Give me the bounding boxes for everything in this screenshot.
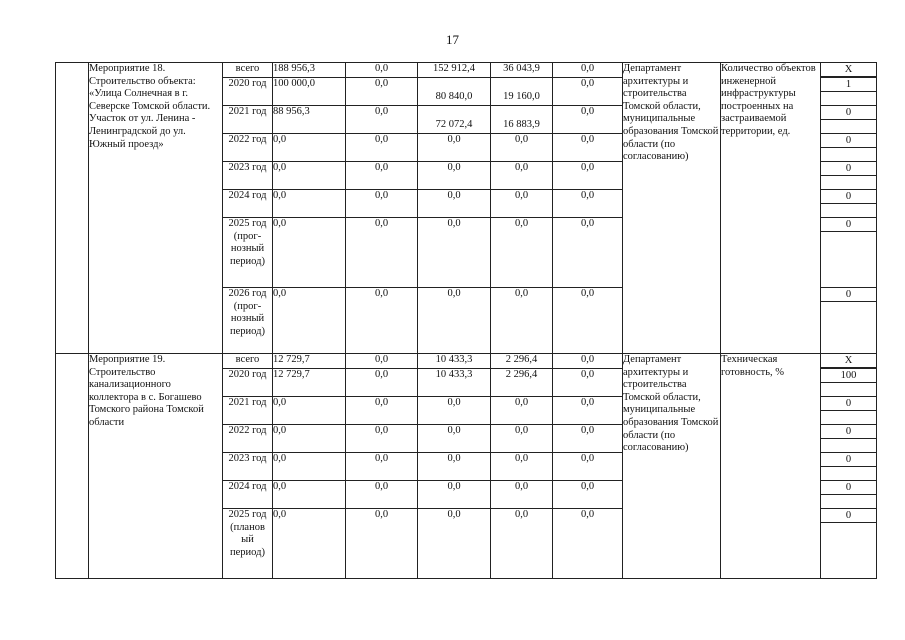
amount-cell-c2: 0,0: [346, 397, 418, 425]
amount-cell-c4: 0,0: [491, 288, 553, 354]
indicator-value: 0: [821, 162, 876, 176]
amount-cell-c4: 0,0: [491, 397, 553, 425]
amount-cell-c4: 0,0: [491, 453, 553, 481]
amount-cell-c4: 0,0: [491, 134, 553, 162]
amount-cell-c2: 0,0: [346, 78, 418, 106]
amount-cell-c5: 0,0: [553, 78, 623, 106]
amount-cell-c3: 0,0: [418, 425, 491, 453]
amount-cell-c2: 0,0: [346, 354, 418, 369]
amount-cell-c5: 0,0: [553, 481, 623, 509]
amount-cell-c2: 0,0: [346, 162, 418, 190]
amount-cell-c3: 0,0: [418, 134, 491, 162]
amount-cell-c5: 0,0: [553, 354, 623, 369]
responsible-department: Департамент архитектуры и строительства Томской области, муниципальные образования Томской области (по согласованию): [623, 63, 721, 354]
amount-cell-c5: 0,0: [553, 288, 623, 354]
amount-cell-c2: 0,0: [346, 63, 418, 78]
amount-cell-c3: 0,0: [418, 453, 491, 481]
indicator-value: 0: [821, 425, 876, 439]
indicator-value-cell: [821, 190, 877, 218]
year-cell: 2024 год: [223, 190, 273, 218]
amount-cell-c2: 0,0: [346, 453, 418, 481]
indicator-value-cell: [821, 106, 877, 134]
amount-cell-c4: 16 883,9: [491, 106, 553, 134]
indicator-value: 0: [821, 218, 876, 232]
indicator-value: 1: [821, 78, 876, 92]
amount-cell-c1: 188 956,3: [273, 63, 346, 78]
amount-cell-c3: 72 072,4: [418, 106, 491, 134]
indicator-value-cell: [821, 218, 877, 288]
indicator-value: 0: [821, 509, 876, 523]
amount-cell-c1: 0,0: [273, 509, 346, 579]
indicator-value-cell: [821, 369, 877, 397]
year-cell: 2025 год (планов ый период): [223, 509, 273, 579]
indicator-value: 0: [821, 134, 876, 148]
row-number-cell: [56, 63, 89, 354]
indicator-value-cell: [821, 425, 877, 453]
amount-cell-c5: 0,0: [553, 397, 623, 425]
amount-cell-c2: 0,0: [346, 190, 418, 218]
table-row: [56, 354, 877, 369]
amount-cell-c3: 0,0: [418, 288, 491, 354]
indicator-value-cell: [821, 63, 877, 78]
indicator-value: X: [821, 63, 876, 77]
amount-cell-c2: 0,0: [346, 288, 418, 354]
year-cell: 2020 год: [223, 78, 273, 106]
year-cell: 2026 год (прог-нозный период): [223, 288, 273, 354]
indicator-value: 0: [821, 481, 876, 495]
amount-cell-c4: 0,0: [491, 425, 553, 453]
amount-cell-c4: 19 160,0: [491, 78, 553, 106]
amount-cell-c5: 0,0: [553, 134, 623, 162]
indicator-value: 100: [821, 369, 876, 383]
row-number-cell: [56, 354, 89, 579]
amount-cell-c3: 80 840,0: [418, 78, 491, 106]
amount-cell-c5: 0,0: [553, 63, 623, 78]
amount-cell-c2: 0,0: [346, 481, 418, 509]
amount-cell-c3: 0,0: [418, 481, 491, 509]
amount-cell-c5: 0,0: [553, 162, 623, 190]
indicator-value: 0: [821, 453, 876, 467]
amount-cell-c1: 12 729,7: [273, 369, 346, 397]
amount-cell-c4: 0,0: [491, 218, 553, 288]
amount-cell-c5: 0,0: [553, 106, 623, 134]
amount-cell-c1: 0,0: [273, 190, 346, 218]
indicator-value-cell: [821, 453, 877, 481]
indicator-value-cell: [821, 162, 877, 190]
indicator-value-cell: [821, 78, 877, 106]
amount-cell-c3: 152 912,4: [418, 63, 491, 78]
amount-cell-c1: 100 000,0: [273, 78, 346, 106]
indicator-value-cell: [821, 134, 877, 162]
amount-cell-c3: 0,0: [418, 397, 491, 425]
amount-cell-c4: 36 043,9: [491, 63, 553, 78]
indicator-value: 0: [821, 288, 876, 302]
year-cell: всего: [223, 354, 273, 369]
indicator-value: 0: [821, 397, 876, 411]
indicator-value-cell: [821, 288, 877, 354]
year-cell: 2025 год (прог-нозный период): [223, 218, 273, 288]
amount-cell-c5: 0,0: [553, 190, 623, 218]
amount-cell-c1: 0,0: [273, 134, 346, 162]
year-cell: 2023 год: [223, 162, 273, 190]
amount-cell-c4: 0,0: [491, 481, 553, 509]
amount-cell-c3: 0,0: [418, 190, 491, 218]
year-cell: 2024 год: [223, 481, 273, 509]
amount-cell-c3: 0,0: [418, 509, 491, 579]
amount-cell-c1: 0,0: [273, 162, 346, 190]
amount-cell-c1: 0,0: [273, 288, 346, 354]
amount-cell-c2: 0,0: [346, 218, 418, 288]
amount-cell-c3: 0,0: [418, 218, 491, 288]
year-cell: 2023 год: [223, 453, 273, 481]
indicator-name: Техническая готовность, %: [721, 354, 821, 579]
amount-cell-c1: 88 956,3: [273, 106, 346, 134]
indicator-value: 0: [821, 106, 876, 120]
indicator-value: X: [821, 354, 876, 368]
amount-cell-c1: 0,0: [273, 481, 346, 509]
amount-cell-c3: 10 433,3: [418, 354, 491, 369]
amount-cell-c4: 2 296,4: [491, 369, 553, 397]
indicator-value-cell: [821, 509, 877, 579]
year-cell: всего: [223, 63, 273, 78]
page-number: 17: [446, 32, 459, 47]
amount-cell-c4: 0,0: [491, 162, 553, 190]
amount-cell-c2: 0,0: [346, 134, 418, 162]
amount-cell-c1: 0,0: [273, 425, 346, 453]
year-cell: 2022 год: [223, 425, 273, 453]
table-row: [56, 63, 877, 78]
amount-cell-c1: 0,0: [273, 453, 346, 481]
year-cell: 2022 год: [223, 134, 273, 162]
amount-cell-c5: 0,0: [553, 509, 623, 579]
amount-cell-c1: 0,0: [273, 218, 346, 288]
amount-cell-c4: 0,0: [491, 509, 553, 579]
amount-cell-c4: 2 296,4: [491, 354, 553, 369]
year-cell: 2021 год: [223, 106, 273, 134]
amount-cell-c2: 0,0: [346, 106, 418, 134]
amount-cell-c5: 0,0: [553, 425, 623, 453]
amount-cell-c3: 0,0: [418, 162, 491, 190]
indicator-value-cell: [821, 354, 877, 369]
amount-cell-c2: 0,0: [346, 369, 418, 397]
amount-cell-c5: 0,0: [553, 369, 623, 397]
amount-cell-c5: 0,0: [553, 453, 623, 481]
measure-description: Мероприятие 18. Строительство объекта: «Улица Солнечная в г. Северске Томской области. Участок от ул. Ленина - Ленинградской до ул. Южный проезд»: [89, 63, 223, 354]
measure-description: Мероприятие 19. Строительство канализационного коллектора в с. Богашево Томского района Томской области: [89, 354, 223, 579]
amount-cell-c1: 0,0: [273, 397, 346, 425]
year-cell: 2020 год: [223, 369, 273, 397]
indicator-value-cell: [821, 481, 877, 509]
indicator-name: Количество объектов инженерной инфраструктуры построенных на застраиваемой территории, ед.: [721, 63, 821, 354]
indicator-value: 0: [821, 190, 876, 204]
amount-cell-c3: 10 433,3: [418, 369, 491, 397]
budget-table: [55, 62, 877, 579]
indicator-value-cell: [821, 397, 877, 425]
amount-cell-c2: 0,0: [346, 509, 418, 579]
amount-cell-c1: 12 729,7: [273, 354, 346, 369]
amount-cell-c2: 0,0: [346, 425, 418, 453]
amount-cell-c4: 0,0: [491, 190, 553, 218]
responsible-department: Департамент архитектуры и строительства Томской области, муниципальные образования Томской области (по согласованию): [623, 354, 721, 579]
year-cell: 2021 год: [223, 397, 273, 425]
amount-cell-c5: 0,0: [553, 218, 623, 288]
